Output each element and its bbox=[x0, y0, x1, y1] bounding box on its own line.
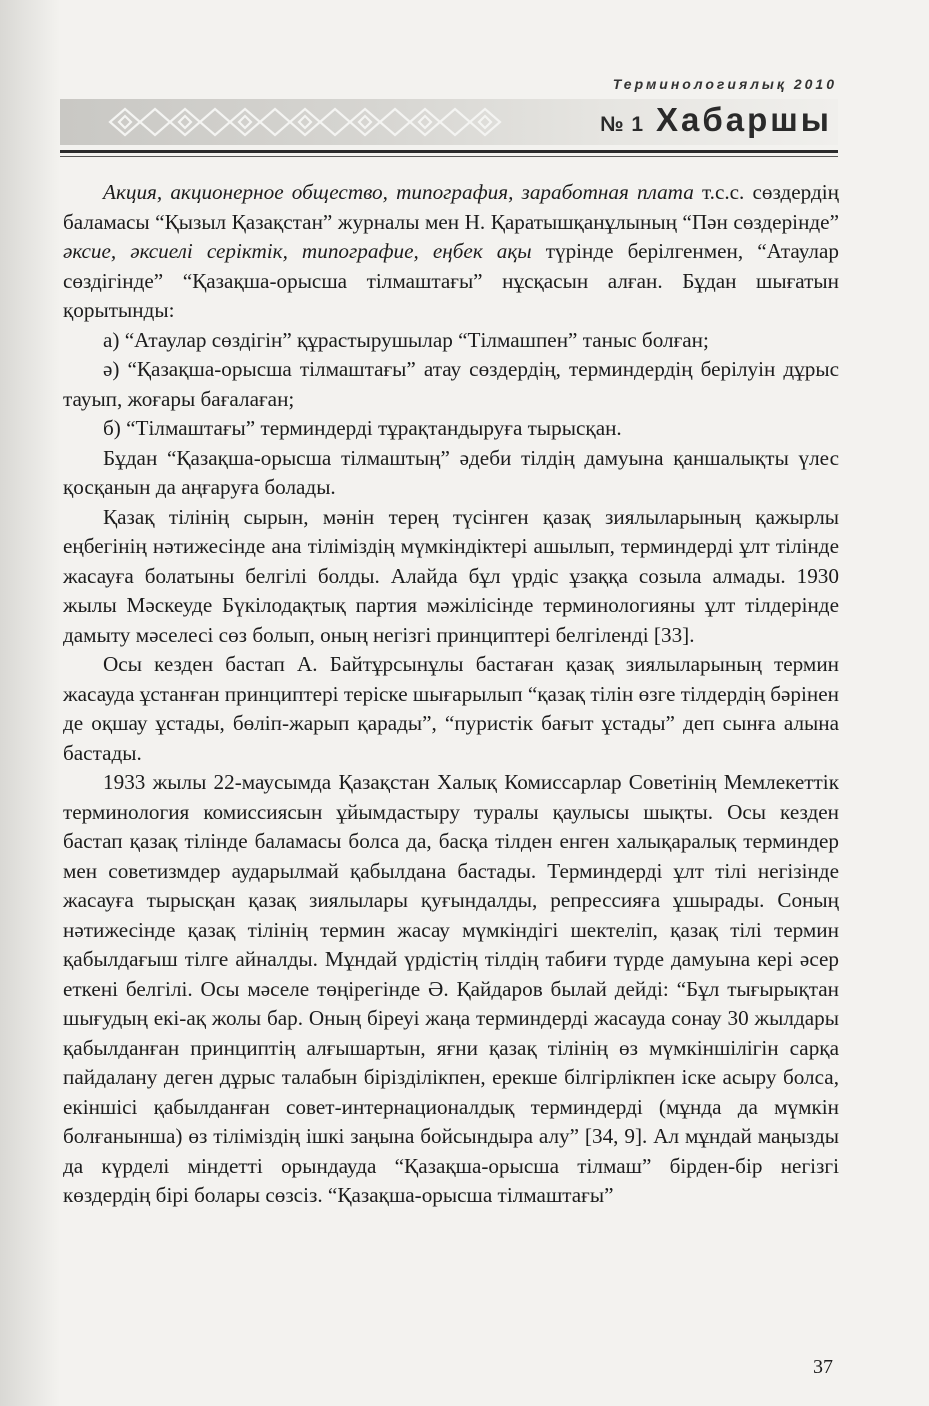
page-number: 37 bbox=[813, 1356, 833, 1378]
bulletin-title: Хабаршы bbox=[656, 101, 832, 138]
ornament-icon bbox=[105, 103, 525, 141]
list-item: ә) “Қазақша-орысша тілмаштағы” атау сөздердің, терминдердің берілуін дұрыс тауып, жоғары бағалаған; bbox=[63, 357, 839, 411]
italic-terms: Акция, акционерное общество, типография, заработная плата bbox=[103, 180, 694, 204]
paragraph: Қазақ тілінің сырын, мәнін терең түсінген қазақ зиялыларының қажырлы еңбегінің нәтижесінде ана тіліміздің мүмкіндіктері ашылып, терминдерді ұлт тілінде жасауға болатыны белгілі болды. Алайда бұл үрдіс ұзаққа созыла алмады. 1930 жылы Мәскеуде Бүкілодақтық партия мәжілісінде терминологияны ұлт тілдерінде дамыту мәселесі сөз болып, оның негізгі принциптері белгіленді [33]. bbox=[63, 504, 839, 647]
list-item: а) “Атаулар сөздігін” құрастырушылар “Тілмашпен” таныс болған; bbox=[103, 327, 709, 352]
issue-number: № 1 bbox=[600, 113, 645, 136]
paragraph: Бұдан “Қазақша-орысша тілмаштың” әдеби тілдің дамуына қаншалықты үлес қосқанын да аңғаруға болады. bbox=[63, 445, 839, 499]
header-banner bbox=[60, 99, 838, 145]
paragraph: Акция, акционерное общество, типография, заработная плата т.с.с. сөздердің баламасы “Қызыл Қазақстан” журналы мен Н. Қаратышқанұлының “Пән сөздерінде” әксие, әксиелі серіктік, типографие, еңбек ақы түрінде берілгенмен, “Атаулар сөздігінде” “Қазақша-орысша тілмаштағы” нұсқасын алған. Бұдан шығатын қорытынды: bbox=[63, 180, 839, 322]
paragraph: Осы кезден бастап А. Байтұрсынұлы бастаған қазақ зиялыларының термин жасауда ұстанған принциптері теріске шығарылып “қазақ тілін өзге тілдердің бәрінен де оқшау ұстады, бөліп-жарып қарады”, “пуристік бағыт ұстады” деп сынға алына бастады. bbox=[63, 652, 839, 765]
list-item: б) “Тілмаштағы” терминдерді тұрақтандыруға тырысқан. bbox=[103, 416, 622, 440]
journal-title: Терминологиялық 2010 bbox=[612, 76, 837, 92]
issue-heading bbox=[600, 101, 832, 139]
body-text bbox=[63, 178, 839, 1211]
header-rule-thin bbox=[60, 156, 838, 157]
header-rule-thick bbox=[60, 150, 838, 153]
paragraph: 1933 жылы 22-маусымда Қазақстан Халық Комиссарлар Советінің Мемлекеттік терминология комиссиясын ұйымдастыру туралы қаулысы шықты. Осы кезден бастап қазақ тілінде баламасы болса да, басқа тілден енген халықаралық терминдер мен советизмдер аударылмай қабылдана бастады. Терминдерді ұлт тілі негізінде жасауға тырысқан қазақ зиялылары қуғындалды, репрессияға ұшырады. Соның нәтижесінде қазақ тілінің термин жасау мүмкіндігі шектеліп, қазақ тілі термин қабылдағыш тілге айналды. Мұндай үрдістің тілдің табиғи түрде дамуына кері әсер еткені белгілі. Осы мәселе төңірегінде Ә. Қайдаров былай дейді: “Бұл тығырықтан шығудың екі-ақ жолы бар. Оның біреуі жаңа терминдерді жасауда сонау 30 жылдары қабылданған принциптің алғышартын, яғни қазақ тілінің өз мүмкіншілігін сарқа пайдалану деген дұрыс талабын бірізділікпен, ерекше білгірлікпен іске асыру болса, екіншісі қабылданған совет-интернационалдық терминдерді (мұнда да мүмкін болғанынша) өз тіліміздің ішкі заңына бойсындыра алу” [34, 9]. Ал мұндай маңызды да күрделі міндетті орындауда “Қазақша-орысша тілмаш” бірден-бір негізгі көздердің бірі болары сөзсіз. “Қазақша-орысша тілмаштағы” bbox=[63, 770, 839, 1207]
page-edge-shadow bbox=[0, 0, 60, 1406]
italic-terms: әксие, әксиелі серіктік, типографие, еңбек ақы bbox=[63, 239, 532, 263]
